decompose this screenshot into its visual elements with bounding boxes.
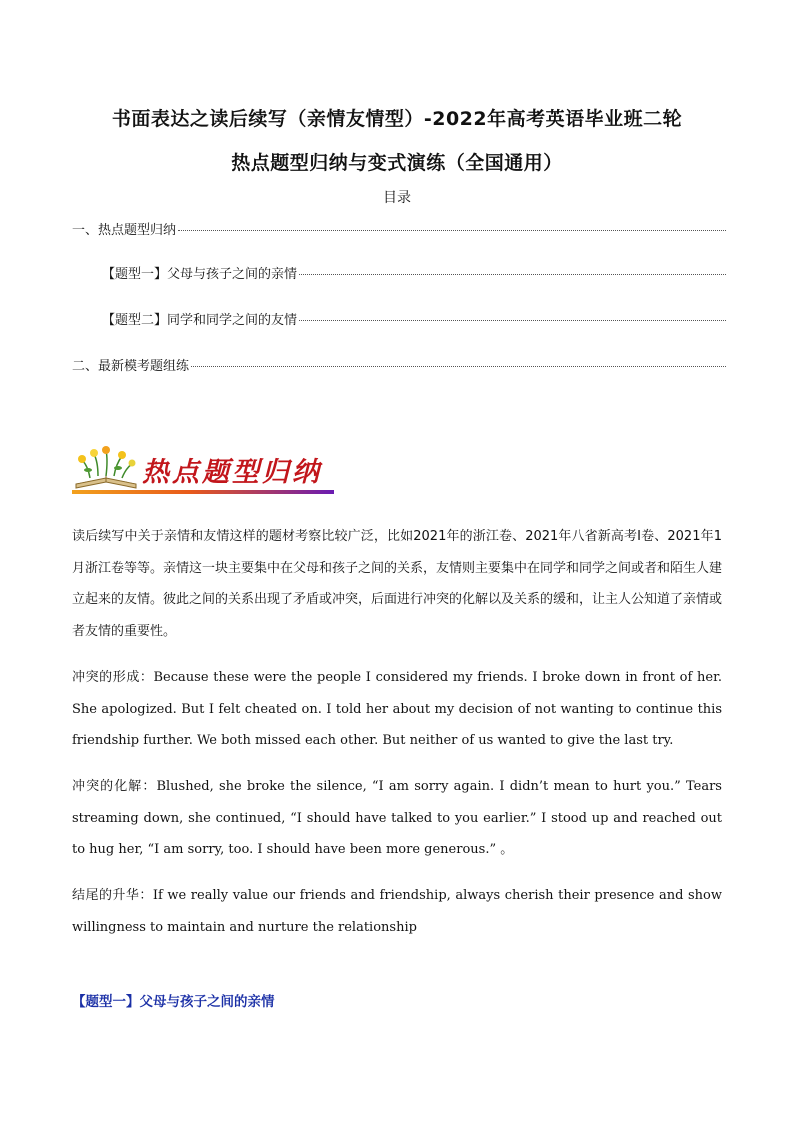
toc-dot-leader xyxy=(178,230,726,231)
paragraph-text: Blushed, she broke the silence, “I am sorry again. I didn’t mean to hurt you.” Tears streaming down, she continued, “I should have talked to you earlier.” I stood up and reached out to hug her, “I am sorry, too. I should have been more generous.” 。 xyxy=(72,779,722,857)
paragraph-label: 冲突的形成： xyxy=(72,670,154,685)
ending-sublimation-paragraph xyxy=(72,880,722,943)
toc-item-label: 【题型一】父母与孩子之间的亲情 xyxy=(102,267,298,282)
intro-paragraph: 读后续写中关于亲情和友情这样的题材考察比较广泛，比如2021年的浙江卷、2021年八省新高考Ⅰ卷、2021年1月浙江卷等等。亲情这一块主要集中在父母和孩子之间的关系，友情则主要集中在同学和同学之间或者和陌生人建立起来的友情。彼此之间的关系出现了矛盾或冲突，后面进行冲突的化解以及关系的缓和，让主人公知道了亲情或者友情的重要性。 xyxy=(72,529,723,639)
section-heading-type-one: 【题型一】父母与孩子之间的亲情 xyxy=(72,994,275,1010)
toc-item-type-one[interactable] xyxy=(102,263,726,282)
toc-item-label: 一、热点题型归纳 xyxy=(72,223,177,238)
toc-item-label: 【题型二】同学和同学之间的友情 xyxy=(102,313,298,328)
banner-title: 热点题型归纳 xyxy=(142,457,322,488)
section-banner xyxy=(72,444,334,496)
toc-item-label: 二、最新模考题组练 xyxy=(72,359,190,374)
toc-heading: 目录 xyxy=(383,190,411,206)
document-title-line-2: 热点题型归纳与变式演练（全国通用） xyxy=(231,152,563,174)
toc-dot-leader xyxy=(299,274,726,275)
paragraph-text: If we really value our friends and friendship, always cherish their presence and show willingness to maintain and nurture the relationship xyxy=(72,888,722,935)
book-flowers-icon xyxy=(72,446,140,492)
toc-dot-leader xyxy=(191,366,726,367)
toc-item-latest-exams[interactable] xyxy=(72,355,726,374)
document-title-line-1: 书面表达之读后续写（亲情友情型）-2022年高考英语毕业班二轮 xyxy=(111,108,683,130)
toc-item-type-two[interactable] xyxy=(102,309,726,328)
toc-item-hot-types[interactable] xyxy=(72,219,726,238)
toc-dot-leader xyxy=(299,320,726,321)
conflict-resolution-paragraph xyxy=(72,771,722,866)
paragraph-label: 冲突的化解： xyxy=(72,779,157,794)
paragraph-label: 结尾的升华： xyxy=(72,888,153,903)
conflict-formation-paragraph xyxy=(72,662,722,757)
paragraph-text: Because these were the people I considered my friends. I broke down in front of her. She apologized. But I felt cheated on. I told her about my decision of not wanting to continue this friendship further. We both missed each other. But neither of us wanted to give the last try. xyxy=(72,670,722,748)
banner-underline xyxy=(72,490,334,494)
